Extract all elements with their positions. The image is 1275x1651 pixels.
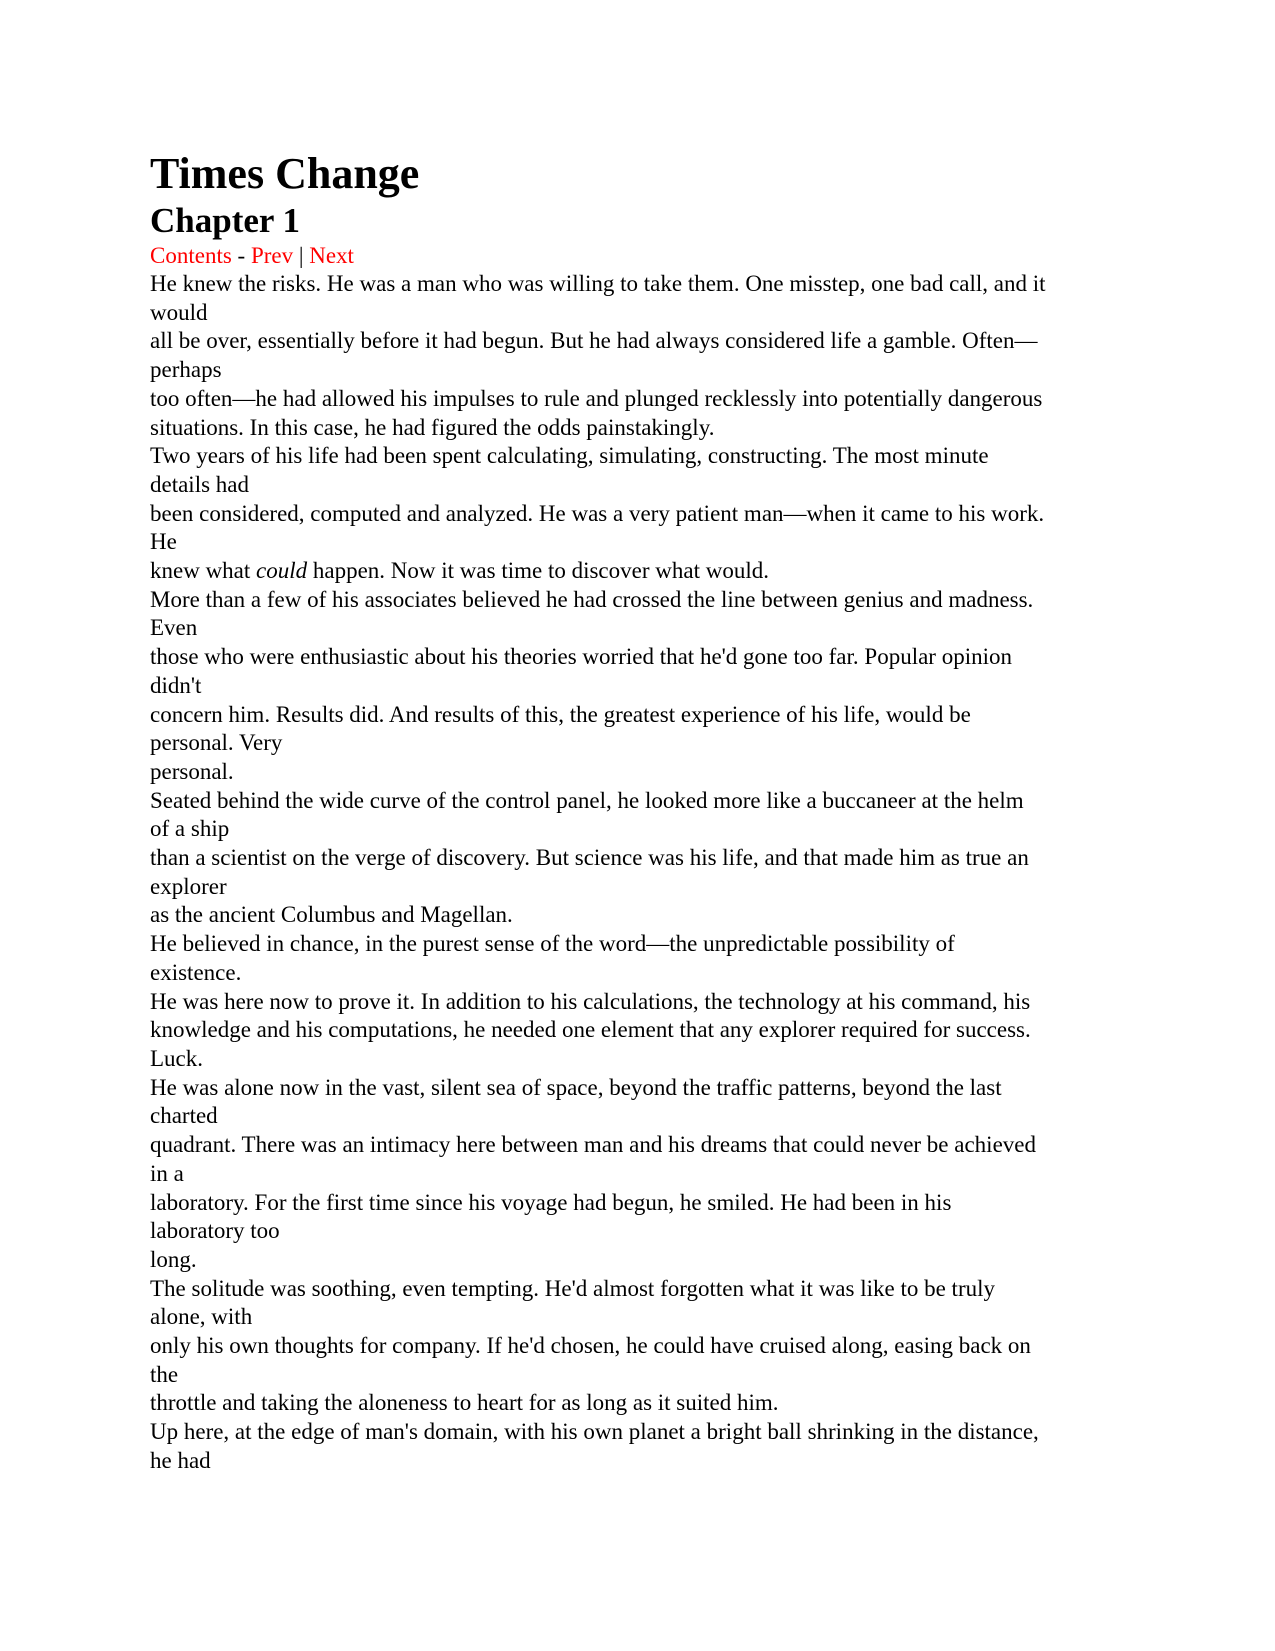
body-line: the <box>150 1361 179 1387</box>
chapter-title: Chapter 1 <box>150 201 301 240</box>
body-line: details had <box>150 471 249 497</box>
body-line: More than a few of his associates believed he had crossed the line between genius and madness. <box>150 586 1034 612</box>
body-line: too often—he had allowed his impulses to rule and plunged recklessly into potentially dangerous <box>150 385 1043 411</box>
body-lines-group <box>150 586 1130 1476</box>
body-line: laboratory too <box>150 1218 280 1244</box>
body-line: quadrant. There was an intimacy here between man and his dreams that could never be achieved <box>150 1132 1036 1158</box>
nav-separator: - <box>231 243 251 268</box>
body-line: alone, with <box>150 1304 253 1330</box>
body-line: knowledge and his computations, he needed one element that any explorer required for success. <box>150 1017 1031 1043</box>
body-line: concern him. Results did. And results of this, the greatest experience of his life, would be <box>150 701 971 727</box>
body-line: in a <box>150 1160 184 1186</box>
body-line: personal. <box>150 758 234 784</box>
body-line: The solitude was soothing, even tempting. He'd almost forgotten what it was like to be truly <box>150 1275 995 1301</box>
body-line: he had <box>150 1447 211 1473</box>
nav-separator: | <box>293 243 310 268</box>
italic-word: could <box>256 558 308 584</box>
body-line: Up here, at the edge of man's domain, with his own planet a bright ball shrinking in the distance, <box>150 1419 1039 1445</box>
body-line: He was here now to prove it. In addition to his calculations, the technology at his command, his <box>150 988 1031 1014</box>
contents-link[interactable]: Contents <box>150 243 232 268</box>
body-line: Luck. <box>150 1045 204 1071</box>
body-line: He <box>150 529 177 555</box>
body-line: charted <box>150 1103 218 1129</box>
body-line: only his own thoughts for company. If he'd chosen, he could have cruised along, easing back on <box>150 1333 1031 1359</box>
body-lines-group <box>150 270 1130 557</box>
body-line: He was alone now in the vast, silent sea of space, beyond the traffic patterns, beyond the last <box>150 1074 1002 1100</box>
body-line: Even <box>150 615 198 641</box>
body-line: all be over, essentially before it had begun. But he had always considered life a gamble. Often— <box>150 328 1038 354</box>
body-line: He believed in chance, in the purest sense of the word—the unpredictable possibility of <box>150 931 955 957</box>
body-line: personal. Very <box>150 730 283 756</box>
book-title: Times Change <box>150 149 420 198</box>
body-line: situations. In this case, he had figured the odds painstakingly. <box>150 414 715 440</box>
body-line: laboratory. For the first time since his voyage had begun, he smiled. He had been in his <box>150 1189 952 1215</box>
body-line: existence. <box>150 959 242 985</box>
body-line: Two years of his life had been spent calculating, simulating, constructing. The most minute <box>150 443 989 469</box>
body-line: would <box>150 299 208 325</box>
body-line-italic <box>150 557 1130 586</box>
italic-line-before: knew what <box>150 558 257 584</box>
body-line: perhaps <box>150 357 222 383</box>
document-page <box>150 148 1130 1476</box>
body-line: Seated behind the wide curve of the control panel, he looked more like a buccaneer at the helm <box>150 787 1024 813</box>
body-line: of a ship <box>150 816 230 842</box>
next-link[interactable]: Next <box>309 243 354 268</box>
body-line: didn't <box>150 672 202 698</box>
body-line: long. <box>150 1246 197 1272</box>
body-line: than a scientist on the verge of discovery. But science was his life, and that made him as true an <box>150 845 1029 871</box>
body-line: those who were enthusiastic about his theories worried that he'd gone too far. Popular opinion <box>150 644 1012 670</box>
prev-link[interactable]: Prev <box>250 243 294 268</box>
body-line: He knew the risks. He was a man who was willing to take them. One misstep, one bad call, and it <box>150 271 1046 296</box>
chapter-body <box>150 270 1130 1476</box>
chapter-navigation <box>150 242 1130 270</box>
body-line: explorer <box>150 873 227 899</box>
body-line: been considered, computed and analyzed. He was a very patient man—when it came to his work. <box>150 500 1045 526</box>
italic-line-after: happen. Now it was time to discover what would. <box>307 558 769 584</box>
body-line: as the ancient Columbus and Magellan. <box>150 902 513 928</box>
body-line: throttle and taking the aloneness to heart for as long as it suited him. <box>150 1390 779 1416</box>
